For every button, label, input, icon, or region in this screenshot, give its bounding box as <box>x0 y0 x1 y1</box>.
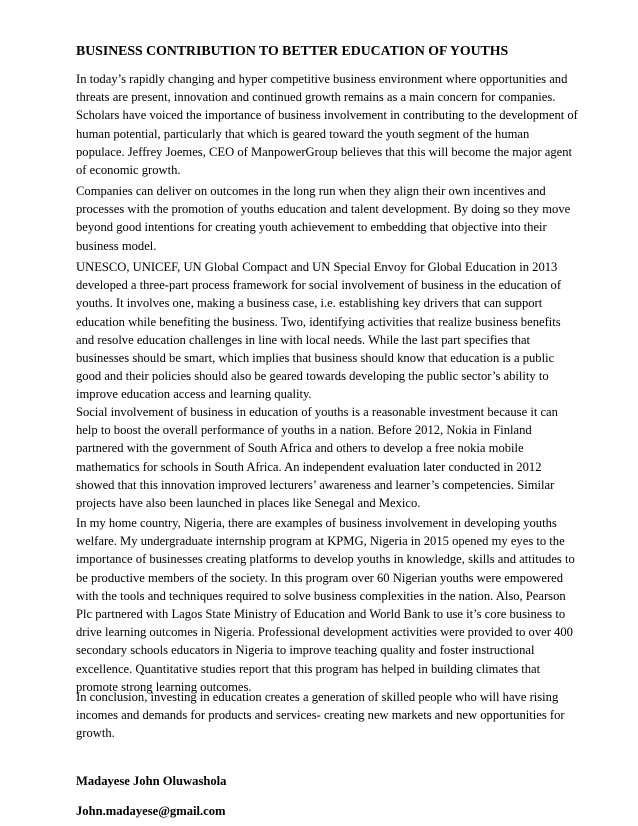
paragraph-line: youths. It involves one, making a business case, i.e. establishing key drivers that can support <box>76 296 543 311</box>
paragraph-line: Scholars have voiced the importance of business involvement in contributing to the development of <box>76 108 578 123</box>
paragraph-line: mathematics for schools in South Africa. An independent evaluation later conducted in 2012 <box>76 459 542 474</box>
paragraph-line: populace. Jeffrey Joemes, CEO of ManpowerGroup believes that this will become the major agent <box>76 144 573 159</box>
paragraph-line: partnered with the government of South Africa and others to develop a free nokia mobile <box>76 441 524 456</box>
paragraph-line: with the tools and techniques required to solve business complexities in the nation. Also, Pearson <box>76 588 566 603</box>
paragraph-line: secondary schools educators in Nigeria to improve teaching quality and foster instructional <box>76 643 535 658</box>
paragraph-nigeria <box>76 514 582 696</box>
author-name: Madayese John Oluwashola <box>76 774 227 788</box>
paragraph-line: business model. <box>76 238 157 253</box>
paragraph-line: growth. <box>76 726 115 741</box>
paragraph-line: projects have also been launched in places like Senegal and Mexico. <box>76 495 421 510</box>
paragraph-intro <box>76 70 582 179</box>
paragraph-line: In conclusion, investing in education creates a generation of skilled people who will have rising <box>76 690 559 704</box>
paragraph-line: drive learning outcomes in Nigeria. Professional development activities were provided to over 400 <box>76 625 573 640</box>
paragraph-line: threats are present, innovation and continued growth remains as a main concern for companies. <box>76 90 556 105</box>
paragraph-line: businesses should be smart, which implies that business should know that education is a public <box>76 350 555 365</box>
paragraph-line: showed that this innovation improved lecturers’ awareness and learner’s competencies. Similar <box>76 477 555 492</box>
paragraph-line: excellence. Quantitative studies report that this program has helped in building climates that <box>76 661 541 676</box>
paragraph-line: and resolve education challenges in line with local needs. While the last part specifies that <box>76 332 531 347</box>
paragraph-line: processes with the promotion of youths education and talent development. By doing so they move <box>76 202 571 217</box>
paragraph-line: education while benefiting the business. Two, identifying activities that realize business benefits <box>76 314 561 329</box>
paragraph-line: importance of businesses creating platforms to develop youths in knowledge, skills and attitudes to <box>76 552 575 567</box>
paragraph-line: improve education access and learning quality. <box>76 387 312 402</box>
paragraph-line: Plc partnered with Lagos State Ministry of Education and World Bank to use it’s core business to <box>76 606 566 621</box>
paragraph-line: of economic growth. <box>76 162 181 177</box>
paragraph-line: Companies can deliver on outcomes in the long run when they align their own incentives and <box>76 184 546 198</box>
paragraph-line: good and their policies should also be geared towards developing the public sector’s ability to <box>76 369 549 384</box>
paragraph-line: incomes and demands for products and services- creating new markets and new opportunities for <box>76 708 565 723</box>
paragraph-line: be productive members of the society. In this program over 60 Nigerian youths were empowered <box>76 570 564 585</box>
paragraph-line: human potential, particularly that which is geared toward the youth segment of the human <box>76 126 530 141</box>
paragraph-line: In today’s rapidly changing and hyper competitive business environment where opportunities and <box>76 72 568 86</box>
paragraph-line: In my home country, Nigeria, there are examples of business involvement in developing youths <box>76 516 557 530</box>
paragraph-line: welfare. My undergraduate internship program at KPMG, Nigeria in 2015 opened my eyes to the <box>76 534 565 549</box>
paragraph-line: developed a three-part process framework for social involvement of business in the education of <box>76 278 562 293</box>
paragraph-line: beyond good intentions for creating youth achievement to embedding that objective into their <box>76 220 547 235</box>
author-email: John.madayese@gmail.com <box>76 804 226 818</box>
paragraph-line: promote strong learning outcomes. <box>76 679 252 694</box>
paragraph-line: Social involvement of business in education of youths is a reasonable investment because it can <box>76 405 558 419</box>
paragraph-framework <box>76 258 582 404</box>
paragraph-alignment <box>76 182 582 255</box>
document-title: BUSINESS CONTRIBUTION TO BETTER EDUCATION OF YOUTHS <box>76 43 509 58</box>
paragraph-line: help to boost the overall performance of youths in a nation. Before 2012, Nokia in Finland <box>76 423 532 438</box>
paragraph-social-involvement <box>76 403 582 512</box>
paragraph-conclusion <box>76 688 582 743</box>
paragraph-line: UNESCO, UNICEF, UN Global Compact and UN Special Envoy for Global Education in 2013 <box>76 260 558 274</box>
